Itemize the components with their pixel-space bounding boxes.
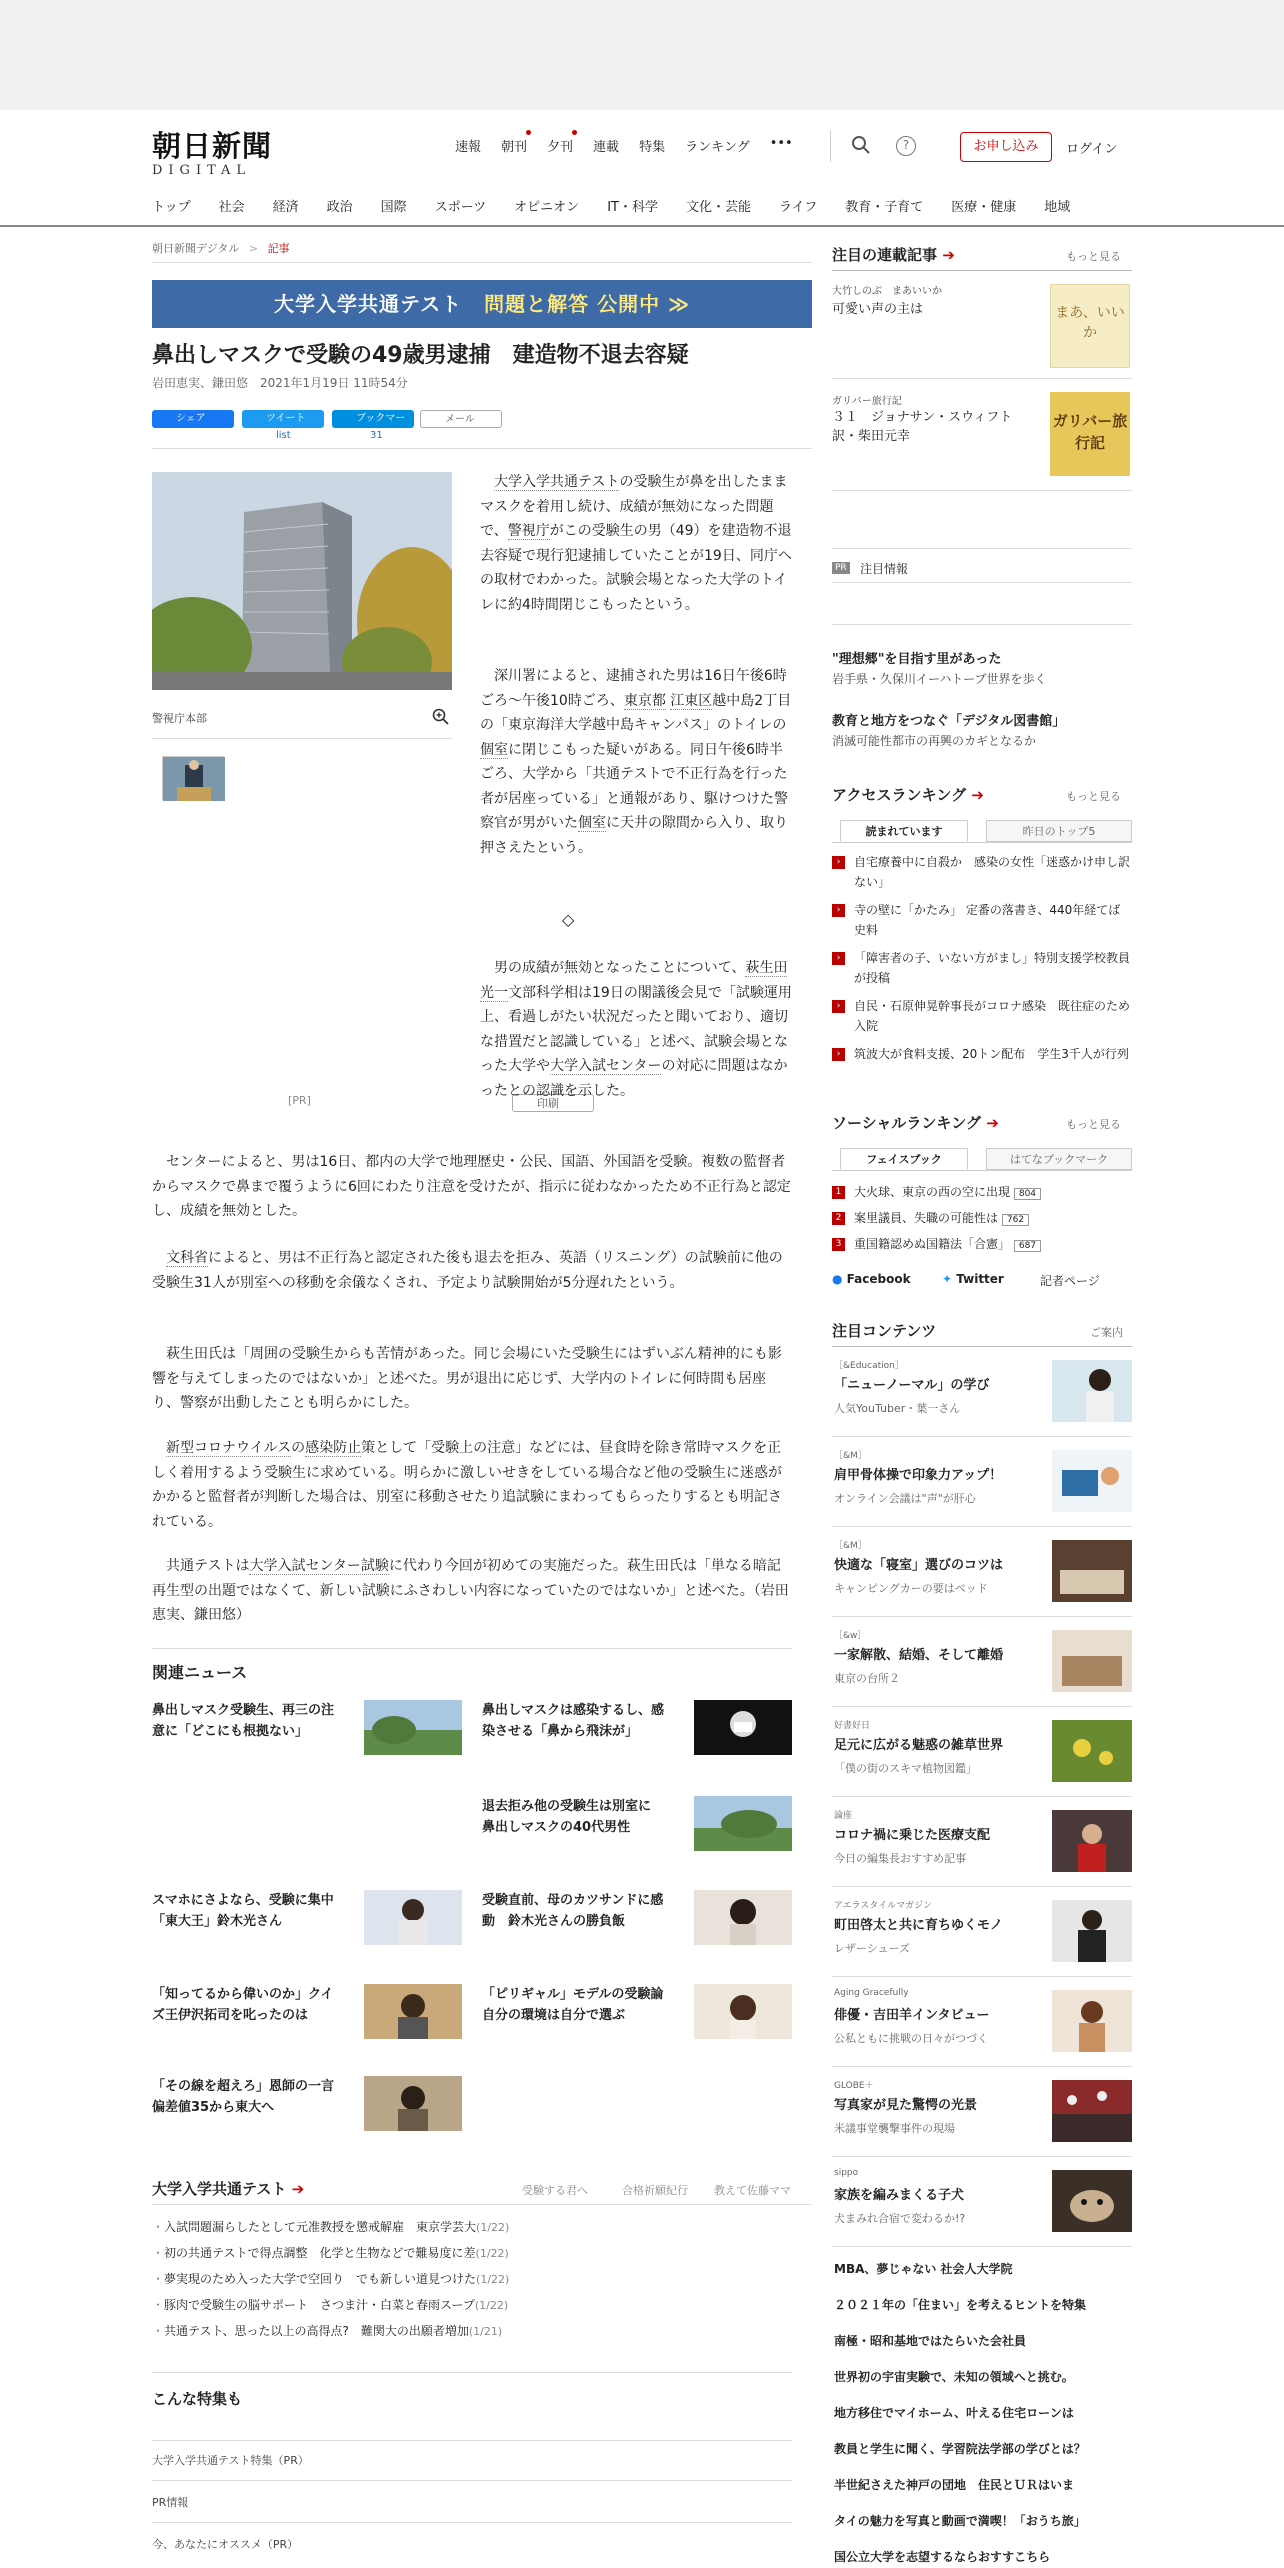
divider: [832, 378, 1132, 379]
rank-badge: 3: [832, 1238, 845, 1251]
feature-link[interactable]: 大学入学共通テスト特集（PR）: [152, 2454, 309, 2467]
text: に閉じこもった疑いがある。同日午後6時半ごろ、大学から「共通テストで不正行為を行った者が居座っている」と通報があり、駆けつけた警察官が男がいた: [480, 741, 788, 831]
divider: [832, 1796, 1132, 1797]
content-title[interactable]: 「ニューノーマル」の学び: [834, 1378, 990, 1393]
photo-caption: 警視庁本部: [152, 712, 207, 725]
facebook-icon: ●: [832, 1272, 843, 1286]
divider: [832, 1616, 1132, 1617]
content-category: GLOBE＋: [834, 2081, 874, 2091]
content-sub: キャンピングカーの要はベッド: [834, 1582, 988, 1595]
article-paragraph: [152, 1150, 792, 1224]
logo-main: 朝日新聞: [152, 129, 273, 163]
banner-right-text: 問題と解答 公開中 ≫: [484, 292, 691, 316]
list-item-date: (1/22): [474, 2299, 509, 2312]
related-image[interactable]: [364, 1890, 462, 1945]
list-item-title: 初の共通テストで得点調整 化学と生物などで難易度に差: [164, 2246, 476, 2260]
text: 男の成績が無効となったことについて、: [494, 960, 746, 976]
related-image[interactable]: [364, 2076, 462, 2131]
related-image[interactable]: [364, 1984, 462, 2039]
ranking-item[interactable]: 自民・石原伸晃幹事長がコロナ感染 既往症のため入院: [854, 999, 1131, 1033]
divider: [832, 1346, 1132, 1347]
content-image[interactable]: [1052, 2170, 1132, 2232]
twitter-icon: ✦: [942, 1272, 953, 1286]
list-item[interactable]: ・入試問題漏らしたとして元准教授を懲戒解雇 東京学芸大(1/22): [152, 2220, 510, 2234]
twitter-share-button[interactable]: [242, 410, 324, 428]
promo-link[interactable]: 教員と学生に聞く、学習院法学部の学びとは？: [834, 2442, 1086, 2456]
exam-banner[interactable]: [152, 280, 812, 328]
nav-breaking[interactable]: 速報: [455, 140, 482, 155]
promo-link[interactable]: 国公立大学を志望するならおすすこちら: [834, 2550, 1051, 2564]
text: に天井の隙間から入り、取り押さえたという。: [480, 815, 788, 856]
content-title[interactable]: 快適な「寝室」選びのコツは: [834, 1558, 1004, 1573]
article-paragraph: [480, 470, 792, 617]
content-title[interactable]: 町田啓太と共に育ちゆくモノ: [834, 1918, 1003, 1933]
browser-top-bar: [0, 0, 1284, 110]
keyword-link[interactable]: 大学入学共通テスト: [494, 474, 620, 490]
article-paragraph: [152, 1436, 792, 1534]
cat-international[interactable]: 国際: [380, 200, 407, 215]
text: 萩生田氏は「周囲の受験生からも苦情があった。同じ会場にいた受験生にはずいぶん精神的にも影響を与えてしまったのではないか」と述べた。男が退出に応じず、大学内のトイレに何時間も居座り、警察が出動したことも明らかにした。: [152, 1346, 782, 1411]
content-image[interactable]: [1052, 2080, 1132, 2142]
keyword-link[interactable]: 文科省: [166, 1250, 208, 1266]
promo-link[interactable]: ２０２１年の「住まい」を考えるヒントを特集: [834, 2298, 1087, 2312]
related-image[interactable]: [694, 1796, 792, 1851]
text: 策として「受験上の注意」などには、昼食時を除き常時マスクを正しく着用するよう受験生に求めている。明らかに激しいせきをしている場合など他の受験生に迷惑がかかると監督者が判断した場合は、別室に移動させたり追試験にまわってもらったりするとも明記されている。: [152, 1440, 782, 1530]
divider: [832, 1526, 1132, 1527]
cat-culture[interactable]: 文化・芸能: [685, 200, 751, 215]
exam-tab[interactable]: 教えて佐藤ママ: [714, 2184, 791, 2197]
tab-facebook[interactable]: フェイスブック: [840, 1148, 968, 1170]
keyword-link[interactable]: 東京都: [623, 692, 666, 709]
content-sub: 今日の編集長おすすめ記事: [834, 1852, 967, 1865]
related-news-heading: 関連ニュース: [152, 1663, 248, 1682]
content-image[interactable]: [1052, 1360, 1132, 1422]
divider: [152, 2440, 792, 2441]
related-item[interactable]: 「知ってるから偉いのか」クイズ王伊沢拓司を叱ったのは: [152, 1987, 334, 2023]
related-item[interactable]: 退去拒み他の受験生は別室に 鼻出しマスクの40代男性: [482, 1799, 665, 1835]
facebook-link[interactable]: [832, 1272, 911, 1286]
content-category: 好書好日: [834, 1721, 871, 1731]
content-category: sippo: [834, 2168, 859, 2178]
content-title[interactable]: 足元に広がる魅惑の雑草世界: [834, 1738, 1004, 1753]
article-paragraph: [480, 664, 792, 860]
share-print-label: 印刷: [537, 1097, 559, 1110]
ranking-item[interactable]: 自宅療養中に自殺か 感染の女性「迷惑かけ申し訳ない」: [854, 855, 1131, 889]
text: 深川署によると、逮捕された男は16日午後6時ごろ～午後10時ごろ、: [480, 668, 787, 709]
divider: [832, 270, 1132, 271]
text: 文部科学相は19日の閣議後会見で「試験運用上、看過しがたい状況だったと聞いており、適切な措置だと認識している」と述べ、試験会場となった大学や: [480, 984, 792, 1074]
nav-special[interactable]: 特集: [639, 140, 666, 155]
divider: [832, 1706, 1132, 1707]
divider: [152, 2204, 812, 2205]
keyword-link[interactable]: 個室: [480, 741, 508, 758]
promo-link[interactable]: タイの魅力を写真と動画で満喫！「おうち旅」: [834, 2514, 1086, 2528]
divider: [152, 2372, 792, 2373]
logo-sub: DIGITAL: [152, 163, 252, 178]
social-item-title: 大火球、東京の西の空に出現: [854, 1185, 1011, 1199]
pr-item-sub: 岩手県・久保川イーハトーブ世界を歩く: [832, 672, 1047, 686]
series-title[interactable]: 可愛い声の主は: [832, 302, 924, 317]
keyword-link[interactable]: 江東区: [670, 692, 713, 709]
article-photo[interactable]: [152, 472, 452, 690]
list-item-date: (1/22): [476, 2273, 510, 2286]
divider: [832, 582, 1132, 583]
nav-morning[interactable]: 朝刊: [501, 136, 527, 155]
content-sub: 公私ともに挑戦の日々がつづく: [834, 2032, 988, 2045]
rank-badge: ›: [832, 1048, 845, 1061]
divider: [832, 842, 1132, 843]
social-ranking-heading[interactable]: [832, 1112, 999, 1133]
series-image[interactable]: [1050, 284, 1130, 368]
rank-badge: 2: [832, 1212, 845, 1225]
header-divider: [830, 130, 831, 162]
site-logo[interactable]: [152, 124, 282, 178]
social-more-link[interactable]: もっと見る: [1066, 1118, 1121, 1131]
breadcrumb: [152, 240, 290, 256]
text: 共通テストは: [166, 1558, 250, 1574]
cat-economy[interactable]: 経済: [272, 200, 299, 215]
divider: [152, 2522, 792, 2523]
content-image[interactable]: [1052, 1450, 1132, 1512]
content-category: アエラスタイルマガジン: [834, 1901, 932, 1911]
series-image[interactable]: [1050, 392, 1130, 476]
divider: [832, 2066, 1132, 2067]
related-image[interactable]: [694, 1700, 792, 1755]
related-item[interactable]: スマホにさよなら、受験に集中 「東大王」鈴木光さん: [152, 1893, 347, 1929]
cat-it-science[interactable]: IT・科学: [607, 200, 658, 215]
list-item[interactable]: ・共通テスト、思った以上の高得点? 難関大の出願者増加(1/21): [152, 2324, 503, 2338]
contents-heading: 注目コンテンツ: [832, 1322, 937, 1340]
series-category: 大竹しのぶ まあいいか: [832, 286, 942, 297]
content-title[interactable]: 家族を編みまくる子犬: [834, 2188, 965, 2203]
divider: [832, 1436, 1132, 1437]
pr-badge: PR: [832, 562, 850, 574]
help-icon[interactable]: ?: [896, 136, 916, 156]
related-item[interactable]: 「ピリギャル」モデルの受験論 自分の環境は自分で選ぶ: [482, 1987, 677, 2023]
list-item[interactable]: ・初の共通テストで得点調整 化学と生物などで難易度に差(1/22): [152, 2246, 509, 2260]
content-image[interactable]: [1052, 1720, 1132, 1782]
social-item-title: 案里議員、失職の可能性は: [854, 1211, 999, 1225]
list-item[interactable]: ・夢実現のため入った大学で空回り でも新しい道見つけた(1/22): [152, 2272, 510, 2286]
reporter-page-link[interactable]: 記者ページ: [1040, 1274, 1100, 1288]
ranking-item[interactable]: 筑波大が食料支援、20トン配布 学生3千人が行列: [854, 1047, 1129, 1061]
share-count: 804: [1014, 1188, 1041, 1200]
tab-most-read[interactable]: 読まれています: [840, 820, 968, 842]
text: センターによると、男は16日、都内の大学で地理歴史・公民、国語、外国語を受験。複数の監督者からマスクで鼻まで覆うように6回にわたり注意を受けたが、指示に従わなかったため不正行為と認定し、成績を無効とした。: [152, 1154, 791, 1219]
pr-item-title[interactable]: "理想郷"を目指す里があった: [832, 652, 1002, 667]
feature-link[interactable]: PR情報: [152, 2496, 189, 2509]
list-item-title: 豚肉で受験生の脳サポート さつま汁・白菜と春雨スープ: [164, 2298, 475, 2312]
content-image[interactable]: [1052, 1900, 1132, 1962]
series-image-text: ガリバー旅行記: [1052, 412, 1128, 452]
arrow-right-icon: ➔: [971, 786, 984, 804]
content-image[interactable]: [1052, 1810, 1132, 1872]
content-title[interactable]: 一家解散、結婚、そして離婚: [834, 1648, 1004, 1663]
nav-series[interactable]: 連載: [593, 140, 620, 155]
social-item[interactable]: [854, 1208, 1132, 1230]
nav-more[interactable]: •••: [769, 136, 793, 151]
exam-tab[interactable]: 合格祈願紀行: [622, 2184, 688, 2197]
divider: [152, 738, 452, 739]
series-category: ガリバー旅行記: [832, 396, 902, 407]
exam-tab[interactable]: 受験する君へ: [522, 2184, 588, 2197]
cat-sports[interactable]: スポーツ: [434, 200, 487, 215]
breadcrumb-separator: >: [248, 242, 259, 255]
pr-item-title[interactable]: 教育と地方をつなぐ「デジタル図書館」: [832, 714, 1066, 729]
share-tw-label: ツイート: [266, 413, 306, 424]
feature-link[interactable]: 今、あなたにオススメ（PR）: [152, 2538, 299, 2551]
cat-local[interactable]: 地域: [1044, 200, 1071, 215]
section-divider: ◇: [562, 910, 575, 929]
tab-hatena[interactable]: はてなブックマーク: [986, 1148, 1132, 1170]
content-title[interactable]: 肩甲骨体操で印象力アップ！: [834, 1468, 1003, 1483]
article-byline: 岩田恵実、鎌田悠 2021年1月19日 11時54分: [152, 376, 408, 390]
bookmark-count[interactable]: 31: [370, 430, 383, 441]
divider: [832, 1886, 1132, 1887]
keyword-link[interactable]: 大学入試センター試験: [249, 1558, 389, 1574]
series-heading-text: 注目の連載記事: [832, 246, 938, 264]
divider: [152, 2480, 792, 2481]
related-item[interactable]: 鼻出しマスク受験生、再三の注意に「どこにも根拠ない」: [152, 1703, 335, 1739]
access-more-link[interactable]: もっと見る: [1066, 790, 1121, 803]
content-sub: 「僕の街のスキマ植物図鑑」: [834, 1762, 977, 1775]
promo-link[interactable]: 地方移住でマイホーム、叶える住宅ローンは: [834, 2406, 1074, 2420]
text: の受験生が鼻を出したままマスクを着用し続け、成績が無効になった問題で、: [480, 474, 788, 539]
nav-evening[interactable]: 夕刊: [547, 136, 573, 155]
keyword-link[interactable]: 新型コロナウイルス: [166, 1440, 292, 1456]
content-image[interactable]: [1052, 1990, 1132, 2052]
share-count: 762: [1002, 1214, 1029, 1226]
social-item-title: 重国籍認めぬ国籍法「合憲」: [854, 1237, 1011, 1251]
list-item[interactable]: ・豚肉で受験生の脳サポート さつま汁・白菜と春雨スープ(1/22): [152, 2298, 509, 2312]
banner-left-text: 大学入学共通テスト: [273, 292, 463, 316]
text: がこの受験生の男（49）を建造物不退去容疑で現行犯逮捕していたことが19日、同庁への取材でわかった。試験会場となった大学のトイレに約4時間閉じこもったという。: [480, 523, 792, 613]
features-heading: こんな特集も: [152, 2390, 243, 2408]
series-more-link[interactable]: もっと見る: [1066, 250, 1121, 263]
arrow-right-icon: ➔: [291, 2180, 305, 2198]
pr-heading: 注目情報: [860, 562, 909, 576]
share-hb-label: ブックマーク: [356, 413, 406, 442]
series-heading[interactable]: [832, 244, 955, 265]
list-item-title: 夢実現のため入った大学で空回り でも新しい道見つけた: [164, 2272, 477, 2286]
share-count: 687: [1014, 1240, 1041, 1252]
twitter-link[interactable]: [942, 1272, 1004, 1286]
utility-nav: [455, 136, 813, 155]
promo-link[interactable]: 世界初の宇宙実験で、未知の領域へと挑む。: [834, 2370, 1074, 2384]
cat-politics[interactable]: 政治: [326, 200, 353, 215]
related-item[interactable]: 受験直前、母のカツサンドに感動 鈴木光さんの勝負飯: [482, 1893, 664, 1929]
twitter-label: Twitter: [956, 1272, 1004, 1286]
content-image[interactable]: [1052, 1540, 1132, 1602]
article-paragraph: [152, 1246, 792, 1295]
article-title: 鼻出しマスクで受験の49歳男逮捕 建造物不退去容疑: [152, 343, 689, 368]
social-item[interactable]: [854, 1182, 1132, 1204]
login-link[interactable]: ログイン: [1066, 142, 1118, 157]
promo-link[interactable]: MBA、夢じゃない 社会人大学院: [834, 2262, 1013, 2276]
arrow-right-icon: ➔: [986, 1114, 999, 1132]
share-mail-label: メール: [445, 414, 475, 425]
keyword-link[interactable]: 警視庁: [507, 523, 550, 539]
social-item[interactable]: [854, 1234, 1132, 1256]
rank-badge: ›: [832, 856, 845, 869]
text: に代わり今回が初めての実施だった。萩生田氏は「単なる暗記再生型の出題ではなくて、新しい試験にふさわしい内容になっていたのではないか」と述べた。（岩田恵実、鎌田悠）: [152, 1558, 789, 1623]
related-item[interactable]: 「その線を超えろ」恩師の一言 偏差値35から東大へ: [152, 2079, 348, 2115]
series-title[interactable]: ３１ ジョナサン・スウィフト訳・柴田元幸: [832, 410, 1013, 444]
ranking-item[interactable]: 寺の壁に「かたみ」 定番の落書き、440年経てば史料: [854, 903, 1121, 937]
content-sub: 米議事堂襲撃事件の現場: [834, 2122, 955, 2135]
divider: [832, 490, 1132, 491]
cat-life[interactable]: ライフ: [778, 200, 818, 215]
tab-yesterday-top5[interactable]: 昨日のトップ5: [986, 820, 1132, 842]
content-title[interactable]: コロナ禍に乗じた医療支配: [834, 1828, 991, 1843]
related-item[interactable]: 鼻出しマスクは感染するし、感染させる「鼻から飛沫が」: [482, 1703, 665, 1739]
series-image-text: まあ、いいか: [1055, 305, 1125, 341]
article-paragraph: [480, 956, 792, 1103]
tweet-count[interactable]: list: [276, 430, 291, 441]
list-item-date: (1/22): [476, 2221, 510, 2234]
share-fb-label: シェア: [176, 413, 206, 424]
facebook-label: Facebook: [846, 1272, 911, 1286]
divider: [832, 624, 1132, 625]
content-sub: オンライン会議は"声"が肝心: [834, 1492, 976, 1505]
divider: [832, 548, 1132, 549]
cat-top[interactable]: トップ: [152, 200, 191, 215]
rank-badge: ›: [832, 1000, 845, 1013]
text: の対応に問題はなかったとの認識を示した。: [480, 1058, 788, 1099]
breadcrumb-current: 記事: [267, 242, 290, 255]
access-ranking-heading[interactable]: [832, 784, 984, 805]
rank-badge: ›: [832, 904, 845, 917]
social-heading-text: ソーシャルランキング: [832, 1114, 981, 1132]
list-item-title: 入試問題漏らしたとして元准教授を懲戒解雇 東京学芸大: [164, 2220, 477, 2234]
content-title[interactable]: 俳優・吉田羊インタビュー: [834, 2008, 990, 2023]
list-item-date: (1/22): [475, 2247, 509, 2260]
rank-badge: 1: [832, 1186, 845, 1199]
divider: [152, 448, 812, 449]
mail-button[interactable]: [420, 410, 502, 428]
divider: [152, 262, 812, 263]
search-icon[interactable]: [850, 134, 872, 160]
promo-link[interactable]: 南極・昭和基地ではたらいた会社員: [834, 2334, 1027, 2348]
category-nav: [152, 196, 1098, 215]
pr-item-sub: 消滅可能性都市の再興のカギとなるか: [832, 734, 1037, 748]
divider: [152, 1648, 792, 1649]
contents-guide-link[interactable]: ご案内: [1090, 1326, 1123, 1339]
content-sub: 人気YouTuber・葉一さん: [834, 1402, 961, 1415]
content-sub: 東京の台所２: [834, 1672, 900, 1685]
pr-label: [PR]: [288, 1094, 311, 1107]
text: 越中島2丁目の「東京海洋大学越中島キャンパス」のトイレの: [480, 692, 792, 733]
article-paragraph: [152, 1342, 792, 1416]
keyword-link[interactable]: 個室: [578, 815, 606, 831]
cat-society[interactable]: 社会: [218, 200, 245, 215]
cat-opinion[interactable]: オピニオン: [514, 200, 580, 215]
content-category: ［&Education］: [834, 1361, 904, 1371]
facebook-share-button[interactable]: [152, 410, 234, 428]
cat-health[interactable]: 医療・健康: [951, 200, 1017, 215]
arrow-right-icon: ➔: [942, 246, 955, 264]
content-category: ［&w］: [834, 1631, 867, 1641]
keyword-link[interactable]: 大学入試センター: [550, 1058, 662, 1074]
content-sub: 犬まみれ合宿で変わるか!?: [834, 2212, 966, 2225]
rank-badge: ›: [832, 952, 845, 965]
ranking-item[interactable]: 「障害者の子、いない方がまし」特別支援学校教員が投稿: [854, 951, 1131, 985]
content-sub: レザーシューズ: [834, 1942, 911, 1955]
exam-section-heading[interactable]: [152, 2178, 304, 2199]
content-category: ［&M］: [834, 1451, 867, 1461]
related-image[interactable]: [364, 1700, 462, 1755]
content-category: ［&M］: [834, 1541, 867, 1551]
keyword-link[interactable]: 感染防止: [305, 1440, 362, 1456]
related-image[interactable]: [694, 1890, 792, 1945]
content-image[interactable]: [1052, 1630, 1132, 1692]
promo-link[interactable]: 半世紀さえた神戸の団地 住民とＵＲはいま: [834, 2478, 1075, 2492]
text: の: [291, 1440, 306, 1456]
divider: [832, 2156, 1132, 2157]
cat-education[interactable]: 教育・子育て: [845, 200, 924, 215]
list-item-title: 共通テスト、思った以上の高得点? 難関大の出願者増加: [164, 2324, 469, 2338]
subscribe-button[interactable]: お申し込み: [960, 132, 1052, 162]
access-heading-text: アクセスランキング: [832, 786, 967, 804]
keyword-link[interactable]: 萩生田光一: [480, 960, 788, 1001]
text: によると、男は不正行為と認定された後も退去を拒み、英語（リスニング）の試験前に他の受験生31人が別室への移動を余儀なくされ、予定より試験開始が5分遅れたという。: [152, 1250, 783, 1291]
exam-heading-text: 大学入学共通テスト: [152, 2180, 287, 2198]
nav-ranking[interactable]: ランキング: [685, 140, 750, 155]
content-title[interactable]: 写真家が見た驚愕の光景: [834, 2098, 978, 2113]
divider: [832, 2246, 1132, 2247]
list-item-date: (1/21): [468, 2325, 503, 2338]
article-paragraph: [152, 1554, 792, 1628]
content-category: Aging Gracefully: [834, 1988, 909, 1998]
breadcrumb-home[interactable]: 朝日新聞デジタル: [152, 242, 240, 255]
related-image[interactable]: [694, 1984, 792, 2039]
divider: [832, 1170, 1132, 1171]
divider: [832, 1976, 1132, 1977]
zoom-icon[interactable]: [432, 708, 450, 730]
photo-thumbnail[interactable]: [162, 756, 224, 800]
content-category: 論座: [834, 1811, 853, 1821]
